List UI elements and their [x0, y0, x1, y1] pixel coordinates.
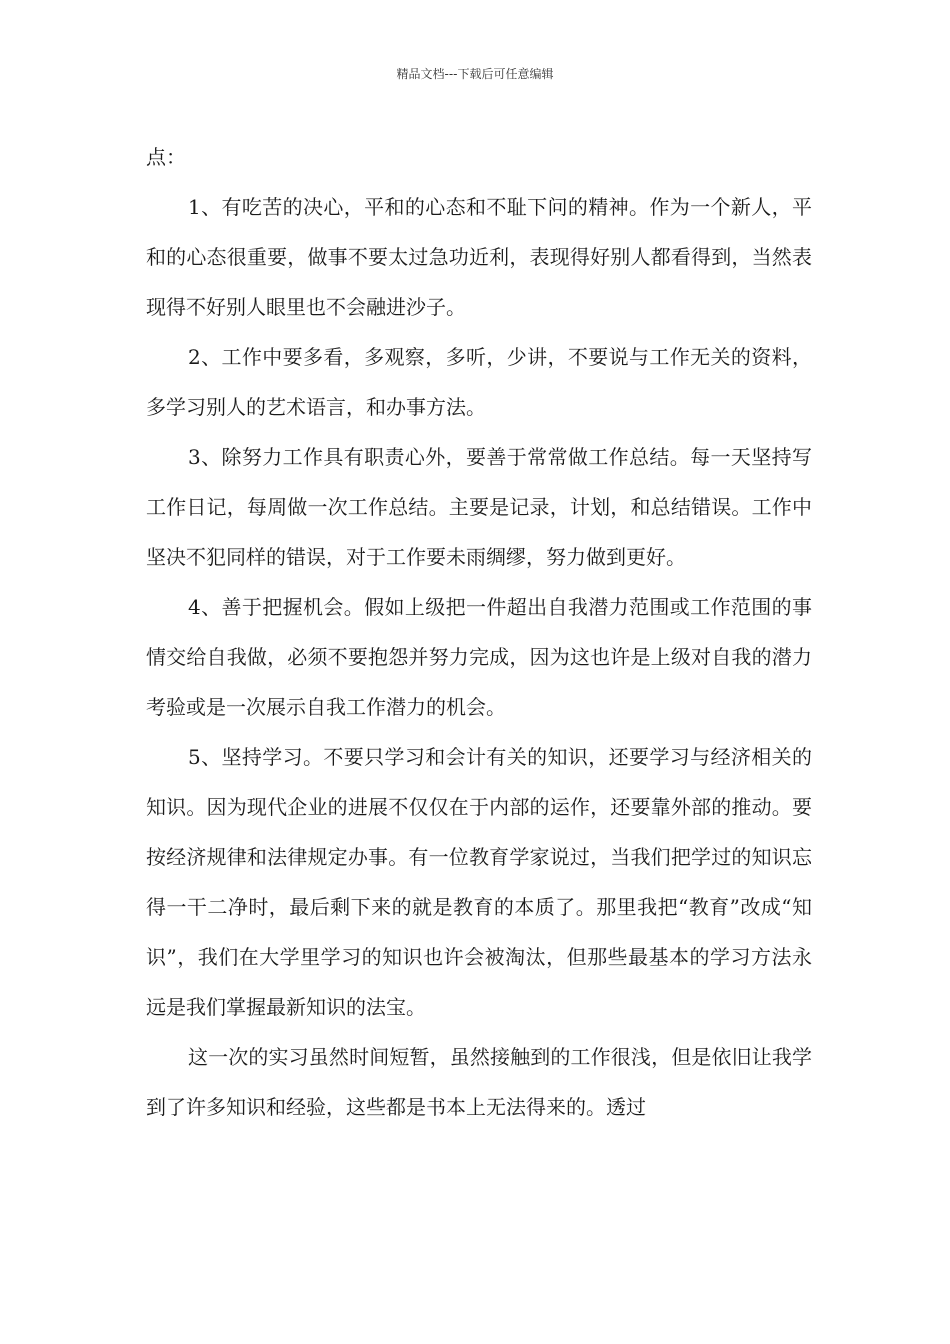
paragraph-point-1: 1、有吃苦的决心，平和的心态和不耻下问的精神。作为一个新人，平和的心态很重要，做事不要太过急功近利，表现得好别人都看得到，当然表现得不好别人眼里也不会融进沙子。 [146, 195, 812, 319]
page-header: 精品文档---下载后可任意编辑 [396, 67, 554, 81]
document-body [146, 132, 812, 1132]
paragraph-point-3: 3、除努力工作具有职责心外，要善于常常做工作总结。每一天坚持写工作日记，每周做一次工作总结。主要是记录，计划，和总结错误。工作中坚决不犯同样的错误，对于工作要未雨绸缪，努力做到更好。 [146, 445, 812, 569]
paragraph-point-4: 4、善于把握机会。假如上级把一件超出自我潜力范围或工作范围的事情交给自我做，必须不要抱怨并努力完成，因为这也许是上级对自我的潜力考验或是一次展示自我工作潜力的机会。 [146, 595, 812, 719]
paragraph-continuation: 点： [146, 145, 186, 169]
paragraph-point-2: 2、工作中要多看，多观察，多听，少讲，不要说与工作无关的资料，多学习别人的艺术语言，和办事方法。 [146, 345, 812, 419]
paragraph-summary: 这一次的实习虽然时间短暂，虽然接触到的工作很浅，但是依旧让我学到了许多知识和经验，这些都是书本上无法得来的。透过 [146, 1045, 812, 1119]
paragraph-point-5: 5、坚持学习。不要只学习和会计有关的知识，还要学习与经济相关的知识。因为现代企业的进展不仅仅在于内部的运作，还要靠外部的推动。要按经济规律和法律规定办事。有一位教育学家说过，当我们把学过的知识忘得一干二净时，最后剩下来的就是教育的本质了。那里我把“教育”改成“知识”，我们在大学里学习的知识也许会被淘汰，但那些最基本的学习方法永远是我们掌握最新知识的法宝。 [146, 745, 812, 1019]
